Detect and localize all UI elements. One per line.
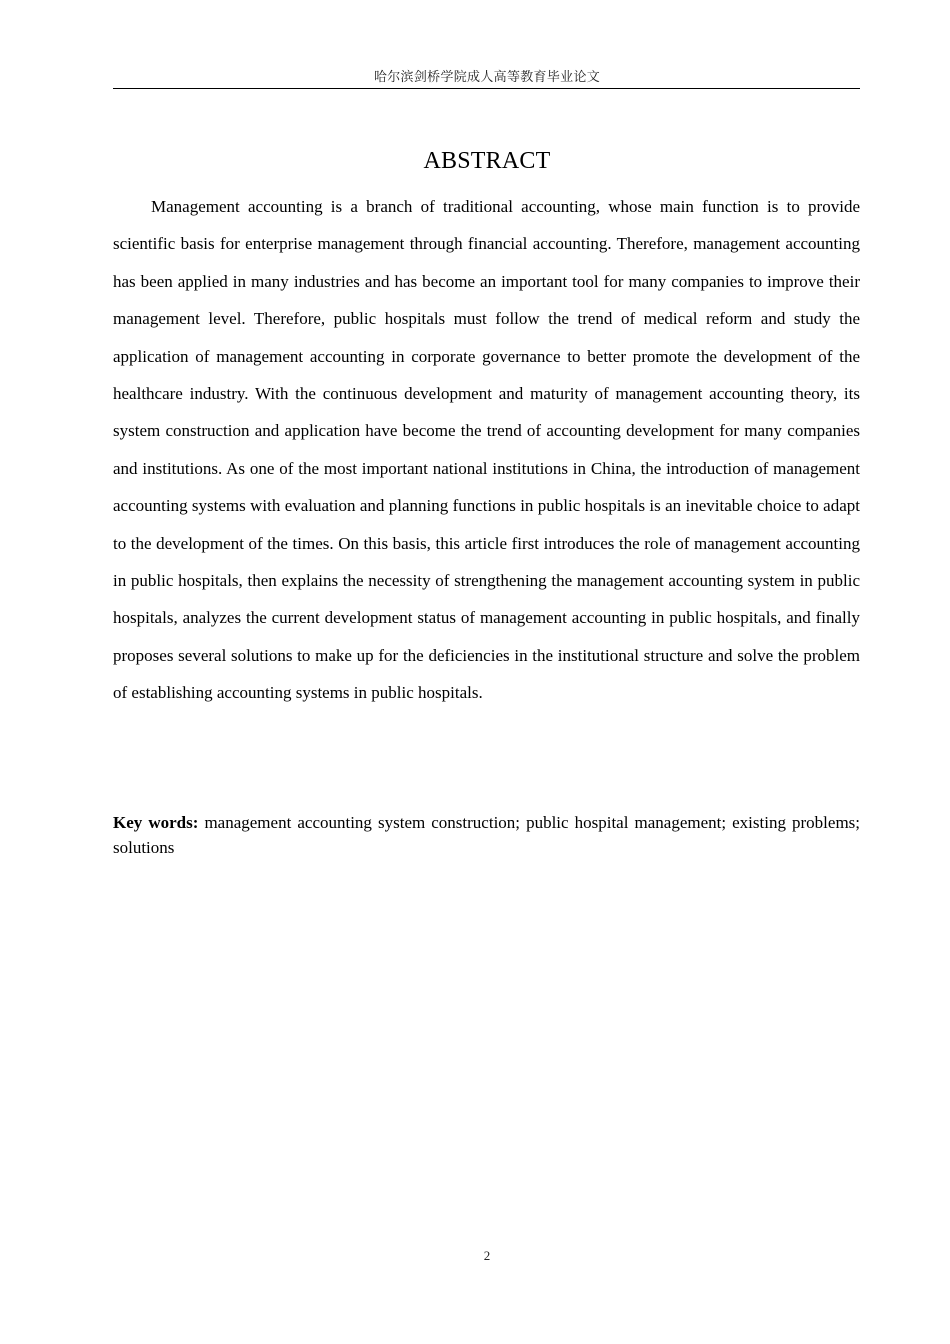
keywords-paragraph: [113, 810, 860, 860]
abstract-title: ABSTRACT: [423, 148, 551, 174]
header-divider: [113, 88, 860, 89]
running-header: 哈尔滨剑桥学院成人高等教育毕业论文: [373, 69, 601, 84]
keywords-label: Key words:: [113, 813, 199, 832]
abstract-body: Management accounting is a branch of traditional accounting, whose main function is to provide scientific basis for enterprise management through financial accounting. Therefore, management accounting has been applied in many industries and has become an important tool for many companies to improve their management level. Therefore, public hospitals must follow the trend of medical reform and study the application of management accounting in corporate governance to better promote the development of the healthcare industry. With the continuous development and maturity of management accounting theory, its system construction and application have become the trend of accounting development for many companies and institutions. As one of the most important national institutions in China, the introduction of management accounting systems with evaluation and planning functions in public hospitals is an inevitable choice to adapt to the development of the times. On this basis, this article first introduces the role of management accounting in public hospitals, then explains the necessity of strengthening the management accounting system in public hospitals, analyzes the current development status of management accounting in public hospitals, and finally proposes several solutions to make up for the deficiencies in the institutional structure and solve the problem of establishing accounting systems in public hospitals.: [113, 197, 860, 703]
keywords-text: management accounting system construction; public hospital management; existing problems; solutions: [113, 813, 861, 857]
page-number: 2: [483, 1248, 491, 1263]
